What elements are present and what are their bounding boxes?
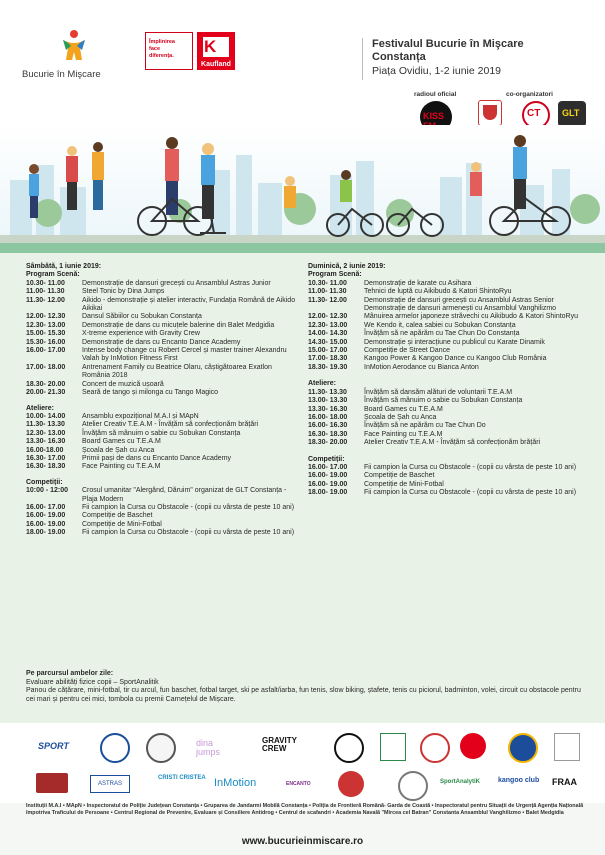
kaufland-logo [197, 32, 235, 70]
schedule-activity: Fii campion la Cursa cu Obstacole - (copii cu vârsta de peste 10 ani) [364, 463, 577, 471]
schedule-row [308, 288, 583, 296]
schedule-row [308, 347, 583, 355]
schedule-activity: Competiție de Baschet [364, 472, 435, 480]
schedule-activity: Demonstrație de dansuri grecești cu Ansamblul Astras Junior [82, 279, 271, 287]
schedule-row [26, 313, 296, 321]
astras-logo: ASTRAS [90, 775, 130, 793]
saturday-program-list [26, 280, 296, 398]
schedule-time: 16.30- 18.30 [308, 430, 348, 438]
constanta-crest-icon [478, 100, 502, 126]
schedule-row [26, 364, 296, 381]
schedule-row [308, 305, 583, 313]
cristi-cristea-logo: CRISTI CRISTEA [158, 775, 206, 781]
schedule-time: 12.00- 12.30 [308, 313, 348, 321]
saturday-date: Sâmbătă, 1 iunie 2019: [26, 263, 102, 270]
inmotion-logo: InMotion [214, 777, 257, 789]
schedule-time: 16.00- 18.00 [308, 413, 348, 421]
footer-url[interactable]: www.bucurieinmiscare.ro [241, 836, 364, 847]
schedule-activity: Tehnici de luptă cu Aikibudo & Katori ShintoRyu [364, 288, 512, 296]
schedule-row [26, 297, 296, 314]
schedule-time: 16.00- 19.00 [26, 520, 66, 528]
sunday-competitions-title: Competiții: [308, 455, 345, 463]
schedule-activity: Fii campion la Cursa cu Obstacole - (copii cu vârsta de peste 10 ani) [82, 529, 295, 537]
schedule-row [26, 438, 296, 446]
sunday-program-list [308, 280, 583, 372]
sponsors-strip [0, 723, 605, 803]
schedule-row [308, 439, 583, 447]
gravity-crew-logo: GRAVITY CREW [262, 736, 297, 753]
schedule-activity: Intense body change cu Robert Cercel și master trainer Alexandru Valah by InMotion Fitness First [82, 347, 287, 363]
schedule-row [26, 430, 296, 438]
festival-city: Constanța [372, 51, 426, 63]
saturday-competitions-title: Competiții: [26, 478, 63, 486]
schedule-activity: Face Painting cu T.E.A.M [364, 430, 443, 438]
schedule-time: 16.30- 18.30 [26, 463, 66, 471]
schedule-row [308, 364, 583, 372]
radio-label: radioul oficial [414, 91, 457, 98]
saturday-column [26, 263, 296, 538]
schedule-row [26, 455, 296, 463]
schedule-activity: We Kendo it, calea sabiei cu Sobukan Constanța [364, 321, 516, 329]
schedule-activity: Învățăm să mânuim o sabie cu Sobukan Constanța [82, 429, 241, 437]
schedule-time: 12.30- 13.00 [308, 321, 348, 329]
schedule-row [308, 339, 583, 347]
shield-crest-icon [380, 733, 406, 761]
schedule-activity: Ansamblu expozițional M.A.I și MApN [82, 412, 199, 420]
schedule-activity: Școala de Șah cu Anca [82, 446, 155, 454]
bucurie-logo [22, 28, 132, 80]
schedule-activity: Steel Tonic by Dina Jumps [82, 288, 165, 296]
footer-institutions: Instituții M.A.I • MApN • Inspectoratul de Poliție Județean Constanța • Gruparea de Jandarmi Mobilă Constanța • Poliția de Frontieră Română- Garda de Coastă • Inspectoratul pentru Situații de Urgență Agenția Națională împotriva Traficului de Persoane • Centrul Regional de Prevenire, Evaluare și Consiliere Antidrog • Centrul de scafandri • Academia Navală "Mircea cel Batran" Constanta Ansamblul Vanghilizmo • Balet Medgidia [26, 803, 584, 816]
both-days-line2: Panou de cățărare, mini-fotbal, tir cu arcul, fun baschet, fotbal target, ski pe asfalt/iarba, fun tenis, slow biking, ștafete, tenis cu piciorul, badminton, volei, circuit cu obstacole pentru cei mari și pentru cei mici, tombola cu premii Carnețelul de Mișcare. [26, 687, 581, 703]
slogan-line: face [149, 46, 161, 52]
schedule-time: 10:00 - 12:00 [26, 487, 69, 495]
schedule-row [308, 431, 583, 439]
schedule-row [308, 406, 583, 414]
schedule-row [308, 422, 583, 430]
schedule-activity: Dansul Săbiilor cu Sobukan Constanța [82, 313, 202, 321]
schedule-activity: Demonstrație de dansuri grecești cu Ansamblul Astras Senior [364, 296, 554, 304]
schedule-time: 16.00- 17.00 [26, 347, 66, 355]
sunday-date: Duminică, 2 iunie 2019: [308, 263, 386, 270]
schedule-row [26, 487, 296, 504]
dance-group-logo-icon [338, 771, 364, 797]
saturday-workshops-title: Ateliere: [26, 404, 55, 412]
taechundo-logo-icon [460, 733, 486, 759]
schedule-time: 10.00- 14.00 [26, 412, 66, 420]
schedule-time: 11.00- 11.30 [26, 288, 65, 296]
schedule-time: 16.00- 16.30 [308, 422, 348, 430]
header [0, 0, 605, 125]
schedule-activity: Competiție de Baschet [82, 512, 153, 520]
schedule-time: 13.30- 16.30 [26, 438, 66, 446]
city-sports-illustration [0, 125, 605, 253]
schedule-activity: Primii pași de dans cu Encanto Dance Academy [82, 454, 232, 462]
schedule-row [26, 381, 296, 389]
schedule-row [308, 472, 583, 480]
schedule-panel [0, 253, 605, 723]
schedule-time: 16.00- 19.00 [308, 480, 348, 488]
schedule-row [308, 489, 583, 497]
schedule-time: 18.00- 19.00 [308, 489, 348, 497]
aikido-logo-icon [508, 733, 538, 763]
schedule-activity: Concert de muzică ușoară [82, 380, 164, 388]
schedule-time: 11.30- 12.00 [26, 296, 65, 304]
schedule-activity: Fii campion la Cursa cu Obstacole - (copii cu vârsta de peste 10 ani) [364, 489, 577, 497]
schedule-time: 16.00- 17.00 [308, 463, 348, 471]
fraa-logo: FRAA [552, 777, 577, 787]
sunday-workshops-list [308, 389, 583, 448]
police-crest-icon [100, 733, 130, 763]
schedule-time: 14.30- 15.00 [308, 338, 348, 346]
schedule-time: 11.30- 12.00 [308, 296, 347, 304]
schedule-row [26, 521, 296, 529]
schedule-row [308, 322, 583, 330]
both-days-title: Pe parcursul ambelor zile: [26, 670, 114, 677]
ct-text: CT [527, 108, 541, 119]
schedule-row [308, 297, 583, 305]
festival-title: Festivalul Bucurie în Mişcare [372, 38, 524, 50]
schedule-time: 11.00- 11.30 [308, 288, 347, 296]
schedule-row [26, 347, 296, 364]
schedule-time: 15.30- 16.00 [26, 338, 66, 346]
schedule-time: 15.00- 15.30 [26, 330, 66, 338]
schedule-time: 17.00- 18.00 [26, 363, 66, 371]
schedule-time: 16.00- 17.00 [26, 503, 66, 511]
schedule-activity: Mânuirea armelor japoneze străvechi cu Aikibudo & Katori ShintoRyu [364, 313, 579, 321]
schedule-activity: Face Painting cu T.E.A.M [82, 463, 161, 471]
schedule-activity: Învățăm să mânuim o sabie cu Sobukan Constanța [364, 397, 523, 405]
illustration-scene [0, 125, 605, 253]
schedule-activity: Învățăm să ne apărăm cu Tae Chun Do Constanța [364, 330, 520, 338]
schedule-activity: Școala de Șah cu Anca [364, 413, 437, 421]
sobukan-crest-icon [334, 733, 364, 763]
schedule-activity: Board Games cu T.E.A.M [364, 405, 443, 413]
schedule-activity: Demonstrație de dans cu Encanto Dance Academy [82, 338, 241, 346]
schedule-time: 12.00- 12.30 [26, 313, 66, 321]
saturday-competitions-list [26, 487, 296, 537]
schedule-row [26, 389, 296, 397]
schedule-time: 13.00- 13.30 [308, 397, 348, 405]
sportanalytik-logo: SportAnalytiK [440, 779, 481, 785]
schedule-time: 11.30- 13.30 [308, 388, 347, 396]
schedule-activity: Demonstrație de dans cu micuțele balerine din Balet Medgidia [82, 321, 275, 329]
schedule-row [26, 322, 296, 330]
schedule-row [26, 421, 296, 429]
schedule-row [26, 463, 296, 471]
schedule-activity: Board Games cu T.E.A.M [82, 438, 161, 446]
kangoo-logo: kangoo club [498, 777, 540, 784]
schedule-row [26, 529, 296, 537]
schedule-row [308, 330, 583, 338]
kissfm-text: KISS [423, 111, 445, 121]
people-logo-icon [60, 28, 88, 62]
schedule-activity: Atelier Creativ T.E.A.M - Învățăm să confecționăm brățări [82, 421, 259, 429]
schedule-time: 13.30- 16.30 [308, 405, 348, 413]
saturday-program-title: Program Scenă: [26, 271, 80, 279]
encanto-logo: ENCANTO [286, 781, 311, 787]
sunday-program-title: Program Scenă: [308, 271, 362, 279]
schedule-activity: InMotion Aerodance cu Bianca Anton [364, 363, 479, 371]
schedule-activity: Demonstrație de karate cu Asihara [364, 279, 472, 287]
schedule-row [26, 330, 296, 338]
schedule-activity: Aikido - demonstrație și atelier interactiv, Fundația Română de Aikido Aikikai [82, 296, 296, 313]
schedule-row [308, 280, 583, 288]
schedule-row [308, 389, 583, 397]
festival-place-date: Piața Ovidiu, 1-2 iunie 2019 [372, 65, 501, 77]
schedule-time: 18.30- 20.00 [308, 439, 348, 447]
schedule-time: 16.30- 17.00 [26, 454, 66, 462]
schedule-time: 18.00- 19.00 [26, 529, 66, 537]
schedule-time: 14.00- 14.30 [308, 330, 348, 338]
sunday-column [308, 263, 583, 498]
medical-crest-icon [554, 733, 580, 761]
festival-title-block [372, 38, 587, 77]
schedule-activity: Crosul umanitar "Alergând, Dăruim" organizat de GLT Constanța - Plaja Modern [82, 487, 287, 503]
schedule-activity: Kangoo Power & Kangoo Dance cu Kangoo Club România [364, 355, 547, 363]
kaufland-k-icon: K [204, 37, 217, 56]
schedule-time: 10.30- 11.00 [308, 279, 347, 287]
schedule-time: 16.00- 19.00 [26, 512, 66, 520]
slogan-line: Împlinirea [149, 39, 175, 45]
sunday-workshops-title: Ateliere: [308, 380, 337, 388]
schedule-activity: Învățăm să dansăm alături de voluntarii T.E.A.M [364, 388, 513, 396]
schedule-time: 16.00- 19.00 [308, 472, 348, 480]
schedule-row [26, 280, 296, 288]
schedule-time: 17.00- 18.30 [308, 355, 348, 363]
sunday-competitions-list [308, 464, 583, 498]
schedule-activity: Competiție de Street Dance [364, 347, 450, 355]
schedule-activity: Competiție de Mini-Fotbal [82, 520, 162, 528]
saturday-workshops-list [26, 413, 296, 472]
schedule-activity: Învățăm să ne apărăm cu Tae Chun Do [364, 422, 486, 430]
schedule-time: 11.30- 13.30 [26, 421, 65, 429]
schedule-activity: Fii campion la Cursa cu Obstacole - (copii cu vârsta de peste 10 ani) [82, 503, 295, 511]
schedule-row [308, 397, 583, 405]
team-logo-icon [146, 733, 176, 763]
restaurant-logo-icon [36, 773, 68, 793]
schedule-row [308, 481, 583, 489]
schedule-row [308, 313, 583, 321]
schedule-time: 18.30- 19.30 [308, 363, 348, 371]
dina-jumps-logo: dina jumps [196, 738, 221, 757]
schedule-activity: Atelier Creativ T.E.A.M - Învățăm să confecționăm brățări [364, 439, 541, 447]
schedule-activity: Demonstrație și interacțiune cu publicul cu Karate Dinamik [364, 338, 545, 346]
schedule-time: 16.00-18.00 [26, 446, 64, 454]
stamp-crest-icon [398, 771, 428, 801]
schedule-activity: Demonstrație de dansuri armenești cu Ansamblul Vanghilizmo [364, 305, 557, 313]
schedule-time: 12.30- 13.00 [26, 321, 66, 329]
schedule-time: 15.00- 17.00 [308, 347, 348, 355]
slogan-line: diferența. [149, 53, 174, 59]
glt-text: GLT [562, 108, 580, 118]
glt-logo [558, 101, 586, 127]
schedule-row [308, 464, 583, 472]
schedule-time: 10.30- 11.00 [26, 279, 65, 287]
schedule-time: 20.00- 21.30 [26, 389, 66, 397]
schedule-row [308, 355, 583, 363]
schedule-time [308, 305, 360, 313]
schedule-time: 12.30- 13.00 [26, 429, 66, 437]
schedule-row [26, 447, 296, 455]
schedule-activity: Seară de tango și milonga cu Tango Magico [82, 389, 219, 397]
schedule-activity: Competiție de Mini-Fotbal [364, 480, 444, 488]
coorg-label: co-organizatori [506, 91, 553, 98]
schedule-row [26, 504, 296, 512]
sport-logo: SPORT [38, 741, 69, 751]
schedule-time: 18.30- 20.00 [26, 380, 66, 388]
schedule-row [26, 512, 296, 520]
kaufland-label: Kaufland [201, 61, 231, 68]
both-days-block [26, 670, 586, 704]
schedule-row [26, 288, 296, 296]
karate-crest-icon [420, 733, 450, 763]
slogan-box [145, 32, 193, 70]
brand-name: Bucurie în Mişcare [22, 69, 101, 80]
schedule-activity: X-treme experience with Gravity Crew [82, 330, 200, 338]
schedule-row [26, 339, 296, 347]
both-days-line1: Evaluare abilități fizice copii – SportAnalitik [26, 678, 159, 686]
schedule-activity: Antrenament Family cu Beatrice Olaru, câștigătoarea Exatlon România 2018 [82, 363, 272, 380]
